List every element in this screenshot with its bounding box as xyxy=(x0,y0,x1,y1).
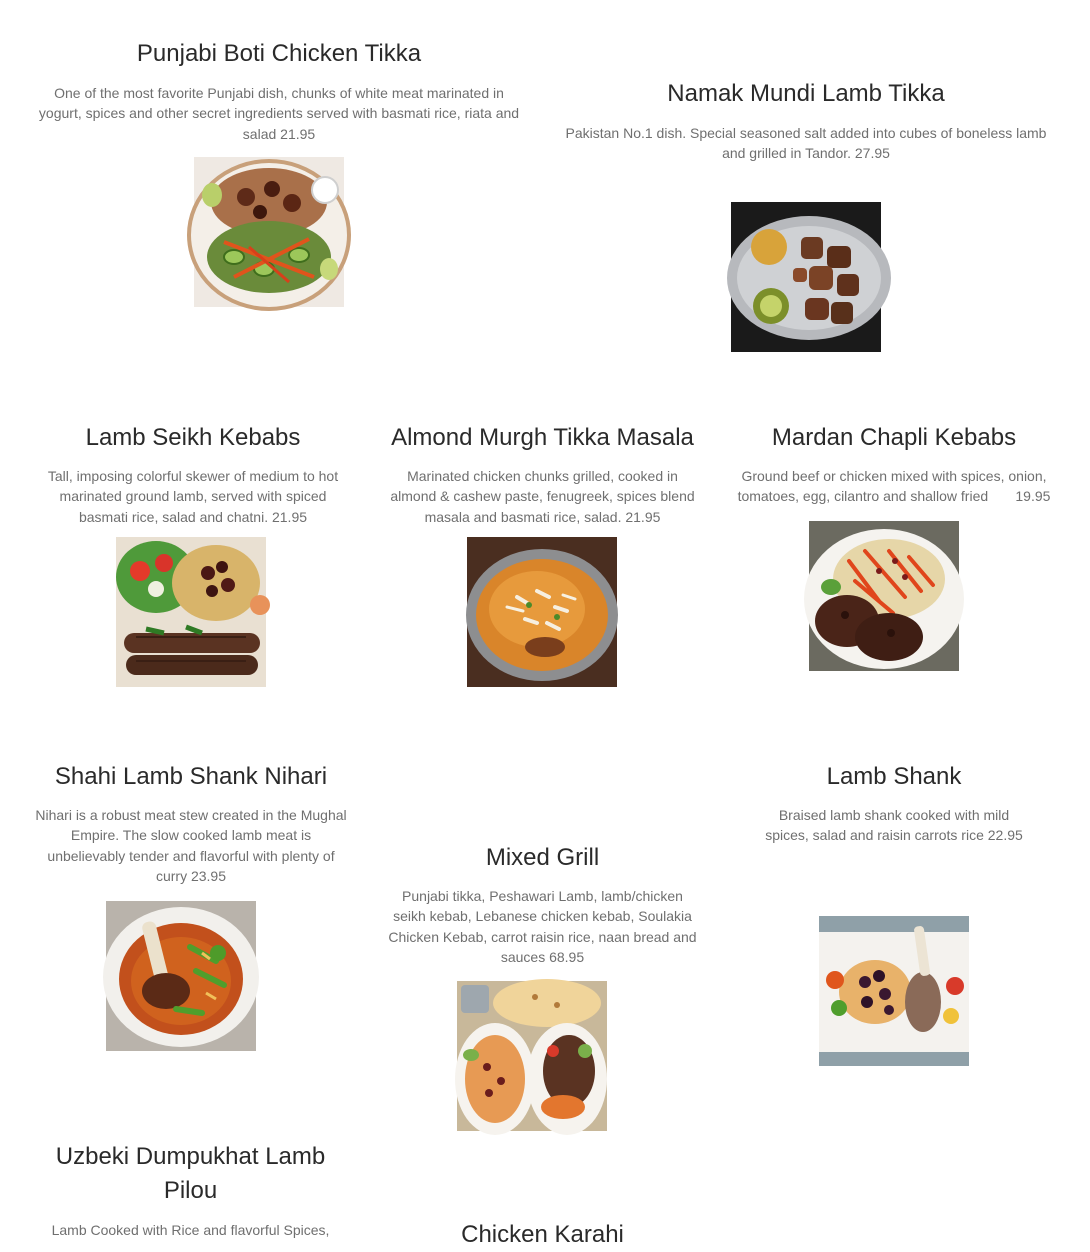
menu-item-lamb-seikh-kebabs xyxy=(38,421,348,527)
menu-item-almond-murgh-tikka-masala xyxy=(385,421,700,527)
menu-item-title: Lamb Seikh Kebabs xyxy=(85,424,301,451)
menu-item-title: Mixed Grill xyxy=(485,844,600,871)
menu-item-title: Uzbeki Dumpukhat Lamb Pilou xyxy=(55,1143,326,1204)
menu-item-punjabi-boti-chicken-tikka xyxy=(34,37,524,144)
menu-item-title: Chicken Karahi xyxy=(461,1221,624,1248)
menu-item-shahi-lamb-shank-nihari xyxy=(34,760,348,887)
lamb-tikka-photo xyxy=(731,202,881,352)
chicken-tikka-photo xyxy=(194,157,344,307)
seikh-kebab-photo xyxy=(116,537,266,687)
menu-item-description: Braised lamb shank cooked with mild spices, salad and raisin carrots rice 22.95 xyxy=(765,807,1023,844)
menu-item-description: Lamb Cooked with Rice and flavorful Spices, xyxy=(51,1222,330,1238)
menu-item-title: Lamb Shank xyxy=(826,763,962,790)
menu-item-namak-mundi-lamb-tikka xyxy=(561,77,1051,164)
chapli-kebab-photo xyxy=(809,521,959,671)
nihari-photo xyxy=(106,901,256,1051)
menu-item-uzbeki-dumpukhat-lamb-pilou xyxy=(38,1140,343,1240)
menu-item-mixed-grill xyxy=(385,841,700,968)
menu-item-description: Ground beef or chicken mixed with spices, onion, tomatoes, egg, cilantro and shallow fried 19.95 xyxy=(737,468,1051,505)
menu-item-description: Nihari is a robust meat stew created in the Mughal Empire. The slow cooked lamb meat is unbelievably tender and flavorful with plenty of curry 23.95 xyxy=(35,807,347,885)
menu-item-mardan-chapli-kebabs xyxy=(733,421,1055,507)
menu-item-description: Pakistan No.1 dish. Special seasoned salt added into cubes of boneless lamb and grilled in Tandor. 27.95 xyxy=(565,125,1047,162)
menu-item-title: Almond Murgh Tikka Masala xyxy=(391,424,694,451)
menu-item-title: Mardan Chapli Kebabs xyxy=(771,424,1017,451)
menu-item-lamb-shank xyxy=(760,760,1028,846)
menu-item-description: Punjabi tikka, Peshawari Lamb, lamb/chicken seikh kebab, Lebanese chicken kebab, Soulakia Chicken Kebab, carrot raisin rice, naan bread and sauces 68.95 xyxy=(388,888,697,966)
menu-item-description: Marinated chicken chunks grilled, cooked in almond & cashew paste, fenugreek, spices blend masala and basmati rice, salad. 21.95 xyxy=(390,468,695,525)
menu-item-title: Shahi Lamb Shank Nihari xyxy=(54,763,328,790)
tikka-masala-photo xyxy=(467,537,617,687)
menu-item-description: One of the most favorite Punjabi dish, chunks of white meat marinated in yogurt, spices and other secret ingredients served with basmati rice, riata and salad 21.95 xyxy=(38,85,520,142)
lamb-shank-photo xyxy=(819,916,969,1066)
menu-item-title: Punjabi Boti Chicken Tikka xyxy=(136,40,422,67)
menu-item-chicken-karahi xyxy=(385,1218,700,1252)
menu-item-description: Tall, imposing colorful skewer of medium to hot marinated ground lamb, served with spiced basmati rice, salad and chatni. 21.95 xyxy=(47,468,339,525)
mixed-grill-photo xyxy=(457,981,607,1131)
menu-item-title: Namak Mundi Lamb Tikka xyxy=(667,80,945,107)
